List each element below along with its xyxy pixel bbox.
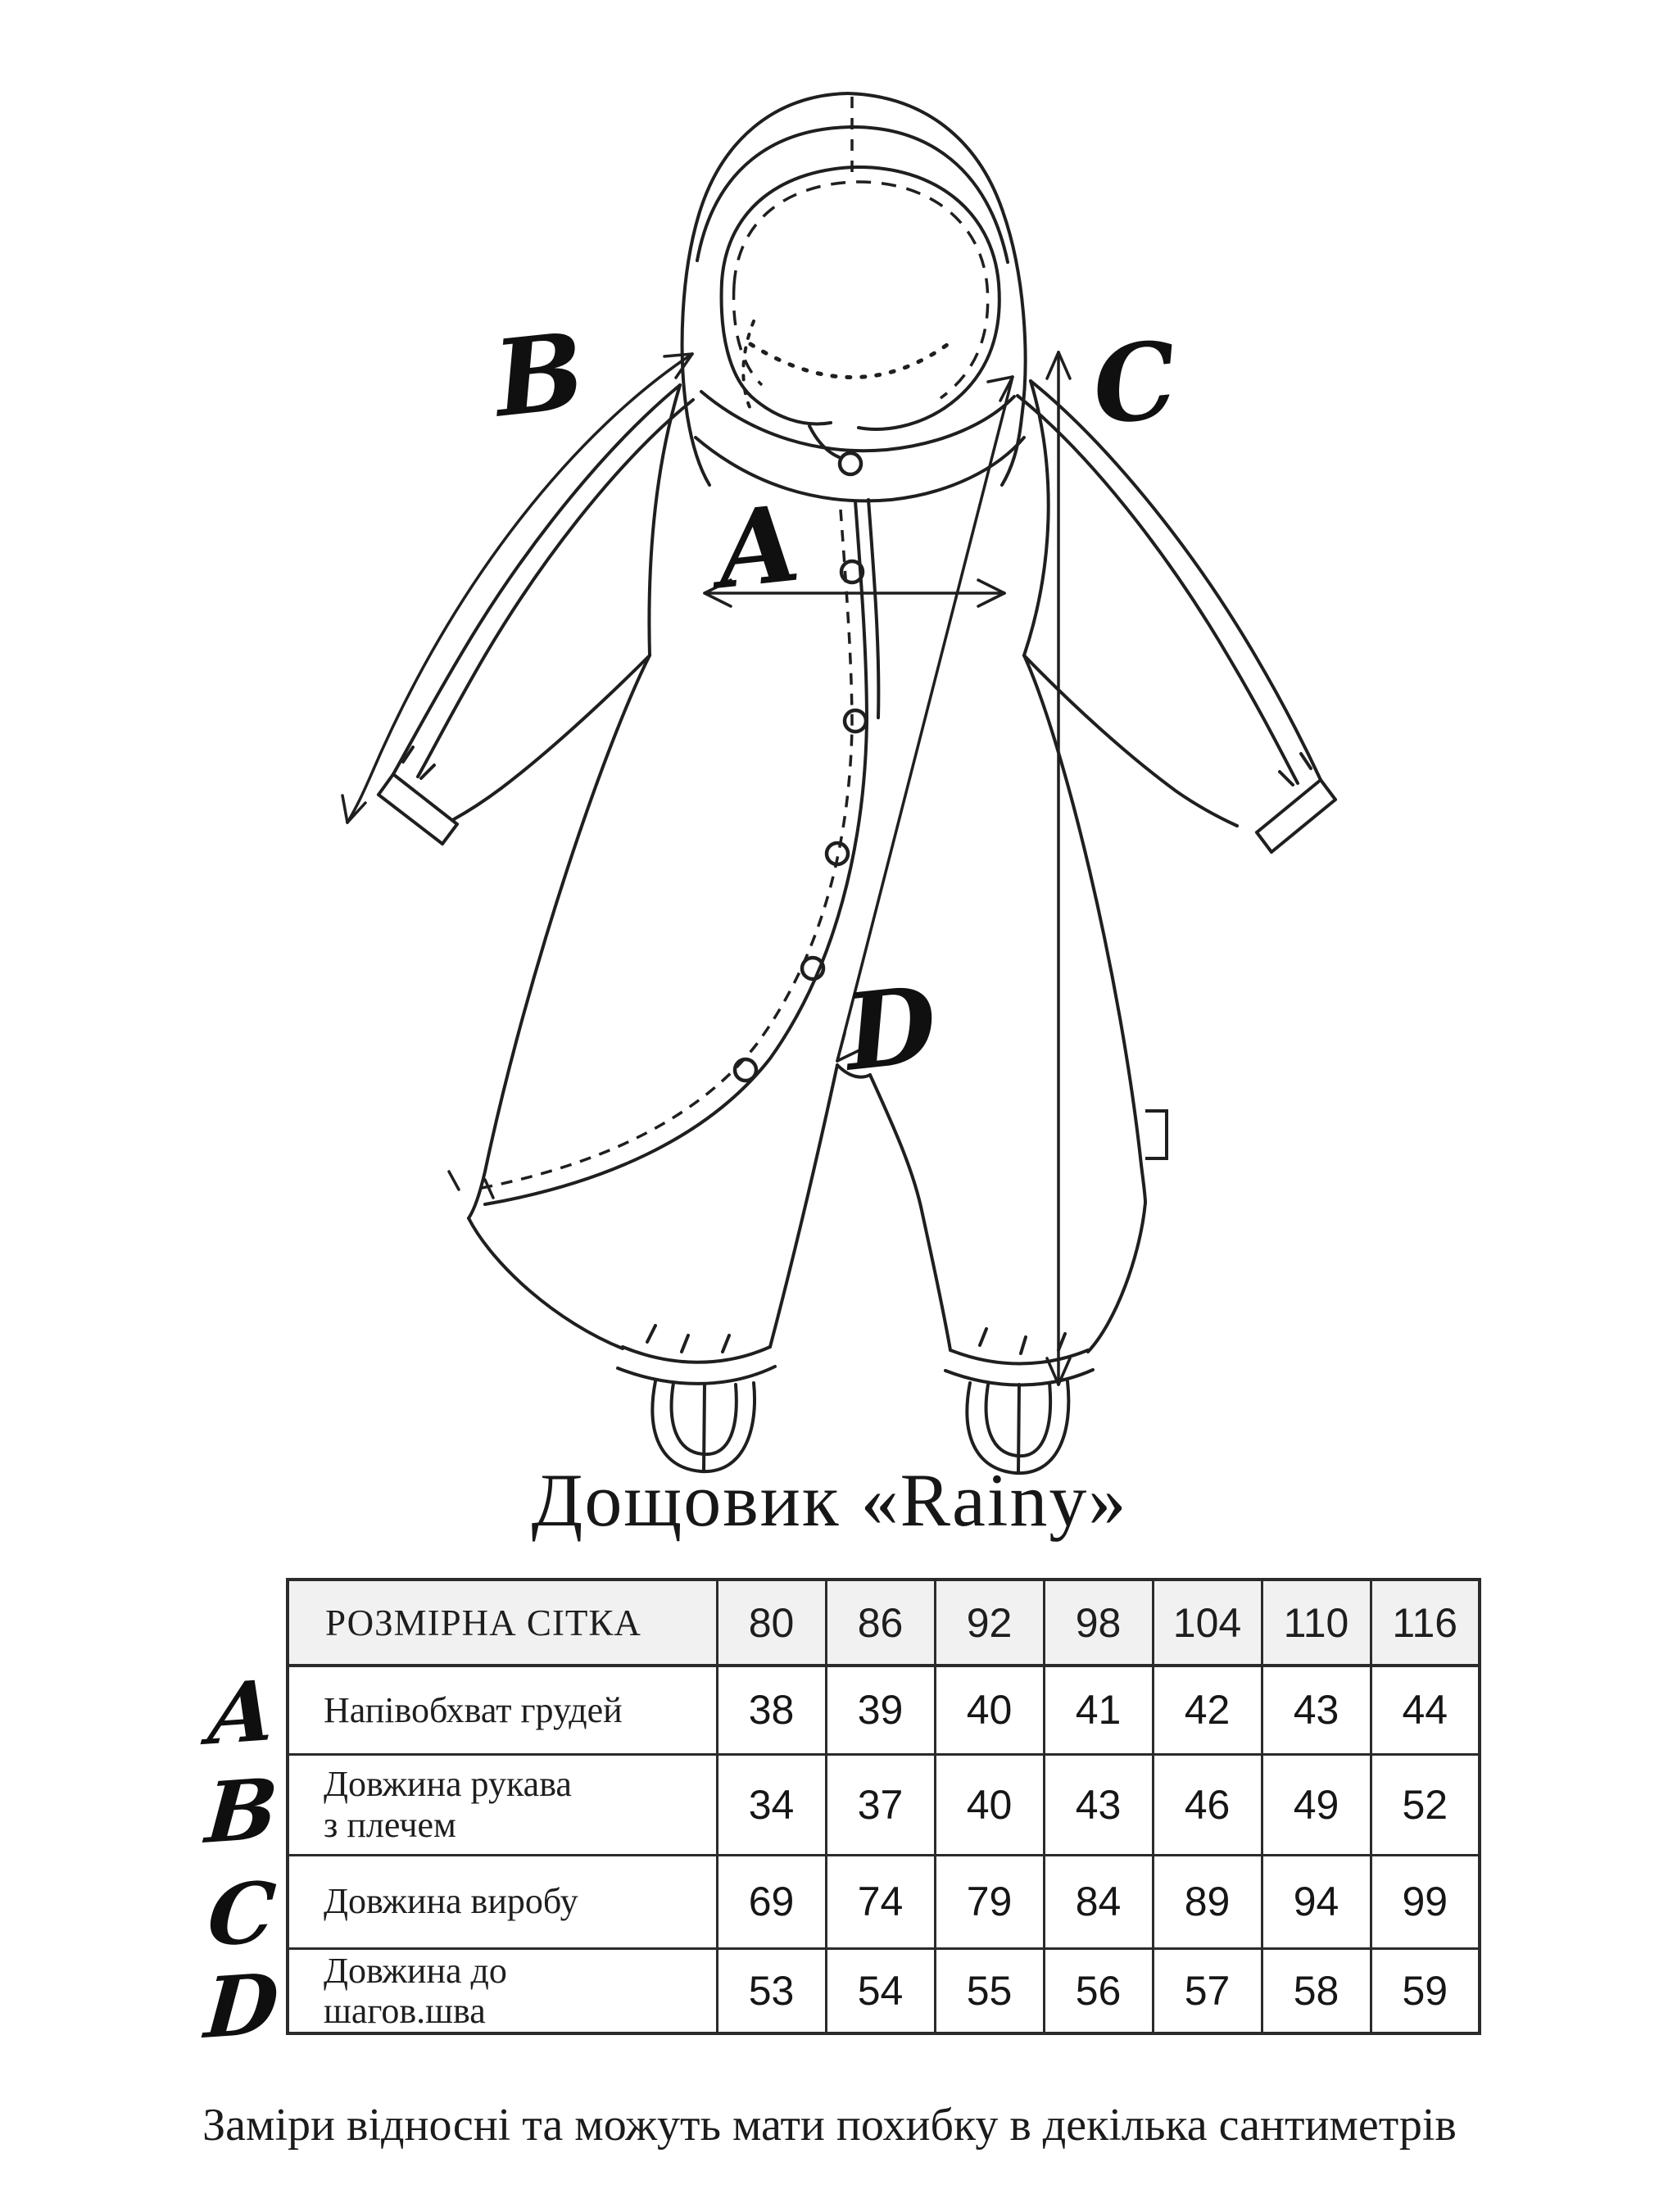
cell-c-116: 99 <box>1371 1855 1480 1948</box>
cell-d-104: 57 <box>1153 1948 1262 2033</box>
table-row-letter-b: B <box>202 1760 281 1863</box>
cell-a-110: 43 <box>1262 1666 1371 1754</box>
cell-a-116: 44 <box>1371 1666 1480 1754</box>
hood-face-opening <box>722 167 999 457</box>
size-col-92: 92 <box>935 1580 1044 1666</box>
product-title: Дощовик «Rainy» <box>531 1458 1128 1542</box>
cell-d-80: 53 <box>717 1948 826 2033</box>
size-col-110: 110 <box>1262 1580 1371 1666</box>
side-tag <box>1145 1111 1167 1158</box>
measure-label-b: B <box>488 309 591 442</box>
row-label-chest: Напівобхват грудей <box>288 1666 717 1754</box>
cell-b-86: 37 <box>826 1754 935 1855</box>
cell-c-104: 89 <box>1153 1855 1262 1948</box>
size-col-80: 80 <box>717 1580 826 1666</box>
measure-arrow-d <box>837 377 1013 1061</box>
size-table <box>286 1578 1481 2035</box>
collar-band <box>696 392 1024 501</box>
snap-button <box>735 1059 756 1081</box>
cell-b-80: 34 <box>717 1754 826 1855</box>
measure-label-d: D <box>839 963 943 1095</box>
snap-button <box>845 710 866 732</box>
table-row-letter-d: D <box>202 1955 282 2058</box>
cell-d-110: 58 <box>1262 1948 1371 2033</box>
flap-gather-marks <box>449 1172 493 1198</box>
cell-c-86: 74 <box>826 1855 935 1948</box>
cell-a-92: 40 <box>935 1666 1044 1754</box>
cell-a-80: 38 <box>717 1666 826 1754</box>
front-placket <box>485 500 878 1204</box>
cell-a-104: 42 <box>1153 1666 1262 1754</box>
cell-d-116: 59 <box>1371 1948 1480 2033</box>
cell-b-98: 43 <box>1044 1754 1153 1855</box>
left-leg-cuff <box>618 1326 775 1384</box>
cell-a-86: 39 <box>826 1666 935 1754</box>
table-row-length <box>288 1855 1480 1948</box>
size-col-116: 116 <box>1371 1580 1480 1666</box>
cell-d-98: 56 <box>1044 1948 1153 2033</box>
cell-b-116: 52 <box>1371 1754 1480 1855</box>
cell-b-110: 49 <box>1262 1754 1371 1855</box>
measure-arrow-c <box>1047 352 1070 1385</box>
row-label-length: Довжина виробу <box>288 1855 717 1948</box>
table-row-crotch <box>288 1948 1480 2033</box>
table-row-letter-a: A <box>205 1661 279 1765</box>
size-col-98: 98 <box>1044 1580 1153 1666</box>
row-label-sleeve: Довжина рукава з плечем <box>288 1754 717 1855</box>
cell-b-92: 40 <box>935 1754 1044 1855</box>
cell-c-98: 84 <box>1044 1855 1153 1948</box>
measurement-disclaimer: Заміри відносні та можуть мати похибку в декілька сантиметрів <box>202 2100 1457 2151</box>
cell-a-98: 41 <box>1044 1666 1153 1754</box>
size-col-104: 104 <box>1153 1580 1262 1666</box>
table-row-sleeve <box>288 1754 1480 1855</box>
table-row-chest <box>288 1666 1480 1754</box>
snap-button <box>840 453 861 474</box>
body-outline <box>469 655 1145 1352</box>
size-grid-header: РОЗМІРНА СІТКА <box>288 1580 717 1666</box>
right-leg-cuff <box>945 1329 1093 1385</box>
cell-b-104: 46 <box>1153 1754 1262 1855</box>
size-col-86: 86 <box>826 1580 935 1666</box>
measure-label-a: A <box>711 482 805 614</box>
cell-d-92: 55 <box>935 1948 1044 2033</box>
cell-c-110: 94 <box>1262 1855 1371 1948</box>
cell-d-86: 54 <box>826 1948 935 2033</box>
left-sleeve <box>378 385 693 844</box>
placket-stitch-line <box>482 510 852 1188</box>
row-label-crotch: Довжина до шагов.шва <box>288 1948 717 2033</box>
cell-c-92: 79 <box>935 1855 1044 1948</box>
table-header-row <box>288 1580 1480 1666</box>
hood-trim-stitching <box>734 182 988 413</box>
table-row-letter-c: C <box>204 1863 279 1966</box>
cell-c-80: 69 <box>717 1855 826 1948</box>
measure-label-c: C <box>1086 318 1183 450</box>
